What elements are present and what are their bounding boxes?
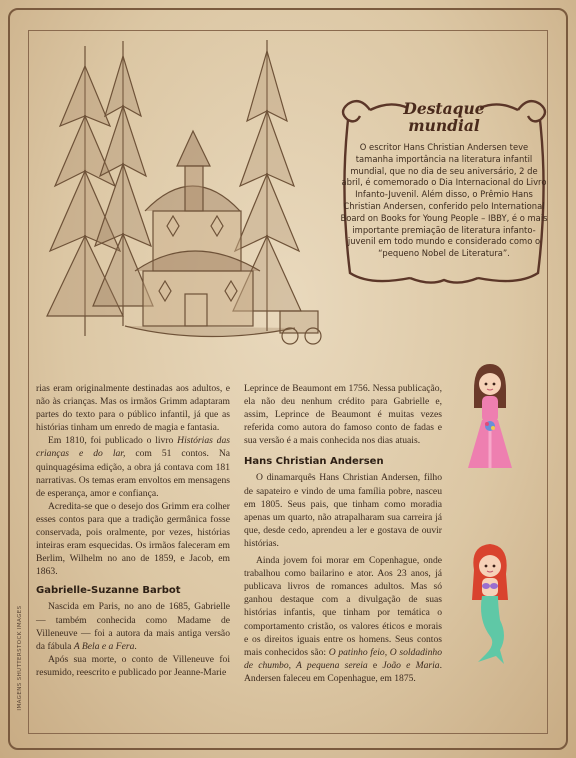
book-title: A Bela e a Fera — [73, 640, 135, 652]
highlight-text: O escritor Hans Christian Andersen teve tamanha importância na literatura infantil mundial, que no dia de seu aniversário, 2 de abril, é comemorado o Dia Internacional do Livro Infanto-Juvenil. Além disso, o Prêmio Hans Christian Andersen, conferido pelo International Board on Books for Young People – IBBY, é o mais importante premiação de literatura infanto-juvenil em todo mundo e considerado como o “pequeno Nobel de Literatura”. — [340, 142, 548, 259]
text-span: . Andersen faleceu em Copenhague, em 1875. — [244, 659, 442, 684]
text-span: Ainda jovem foi morar em Copenhague, onde trabalhou como bailarino e ator. Aos 23 anos, já publicava livros de romances adultos. Mas só ganhou destaque com a divulgação de suas histórias infantis, que tinham por temática o comportamento cristão, os valores éticos e morais e os direitos iguais entre os homens. Seus contos mais conhecidos são: — [244, 555, 442, 658]
paragraph — [36, 600, 230, 652]
right-column — [244, 382, 442, 685]
paragraph: rias eram originalmente destinadas aos adultos, e não às crianças. Mas os irmãos Grimm adaptaram partes do texto para o público infantil, já que as histórias tinham um enredo de magia e fantasia. — [36, 383, 230, 434]
paragraph: O dinamarquês Hans Christian Andersen, filho de sapateiro e vindo de uma família pobre, nasceu em 1805. Seus pais, que tinham como moradia apenas um quarto, não atrapalharam sua carreira já que, desde cedo, aprendeu a ler e gostava de ouvir histórias. — [244, 472, 442, 549]
text-span: com 51 contos. Na quinquagésima edição, a obra já contava com 181 narrativas. Os temas eram envoltos em mensagens de esperança, amor e confiança. — [36, 448, 231, 499]
text-span: . — [134, 640, 137, 652]
text-span: Em 1810, foi publicado o livro — [48, 435, 178, 447]
highlight-title-line1: Destaque — [403, 99, 485, 118]
highlight-title — [330, 100, 558, 134]
paragraph — [36, 434, 230, 499]
mermaid-illustration — [456, 540, 526, 670]
paragraph: Leprince de Beaumont em 1756. Nessa publicação, ela não deu nenhum crédito para Gabrielle e, assim, Leprince de Beaumont é muitas vezes referida como autora do famoso conto de fadas e sua versão é a mais conhecida nos dias atuais. — [244, 383, 442, 447]
highlight-box — [330, 88, 558, 298]
paragraph: Acredita-se que o desejo dos Grimm era colher esses contos para que a tradição germânica fosse conservada, pois oralmente, por vezes, histórias inteiras eram esquecidas. Os irmãos faleceram em Berlim, Wilhelm no ano de 1859, e Jacob, em 1863. — [36, 500, 230, 578]
paragraph: Após sua morte, o conto de Villeneuve foi resumido, reescrito e publicado por Jeanne-Marie — [36, 653, 230, 678]
section-heading: Hans Christian Andersen — [244, 456, 384, 468]
paragraph — [244, 554, 442, 685]
story-titles: O patinho feio, O soldadinho de chumbo, A pequena sereia — [244, 646, 442, 671]
highlight-title-line2: mundial — [408, 116, 480, 135]
story-title: João e Maria — [382, 659, 440, 671]
image-credit: IMAGENS SHUTTERSTOCK IMAGES — [17, 605, 23, 711]
text-span: e — [367, 659, 383, 671]
text-span: Nascida em Paris, no ano de 1685, Gabrielle — também conhecida como Madame de Villeneuve — foi a autora da mais antiga versão da fábula — [36, 601, 230, 652]
left-column — [36, 382, 230, 679]
book-title: Histórias das crianças e do lar, — [36, 435, 230, 460]
house-sketch-illustration — [35, 36, 365, 376]
princess-illustration — [460, 360, 520, 475]
section-heading: Gabrielle-Suzanne Barbot — [36, 585, 181, 597]
